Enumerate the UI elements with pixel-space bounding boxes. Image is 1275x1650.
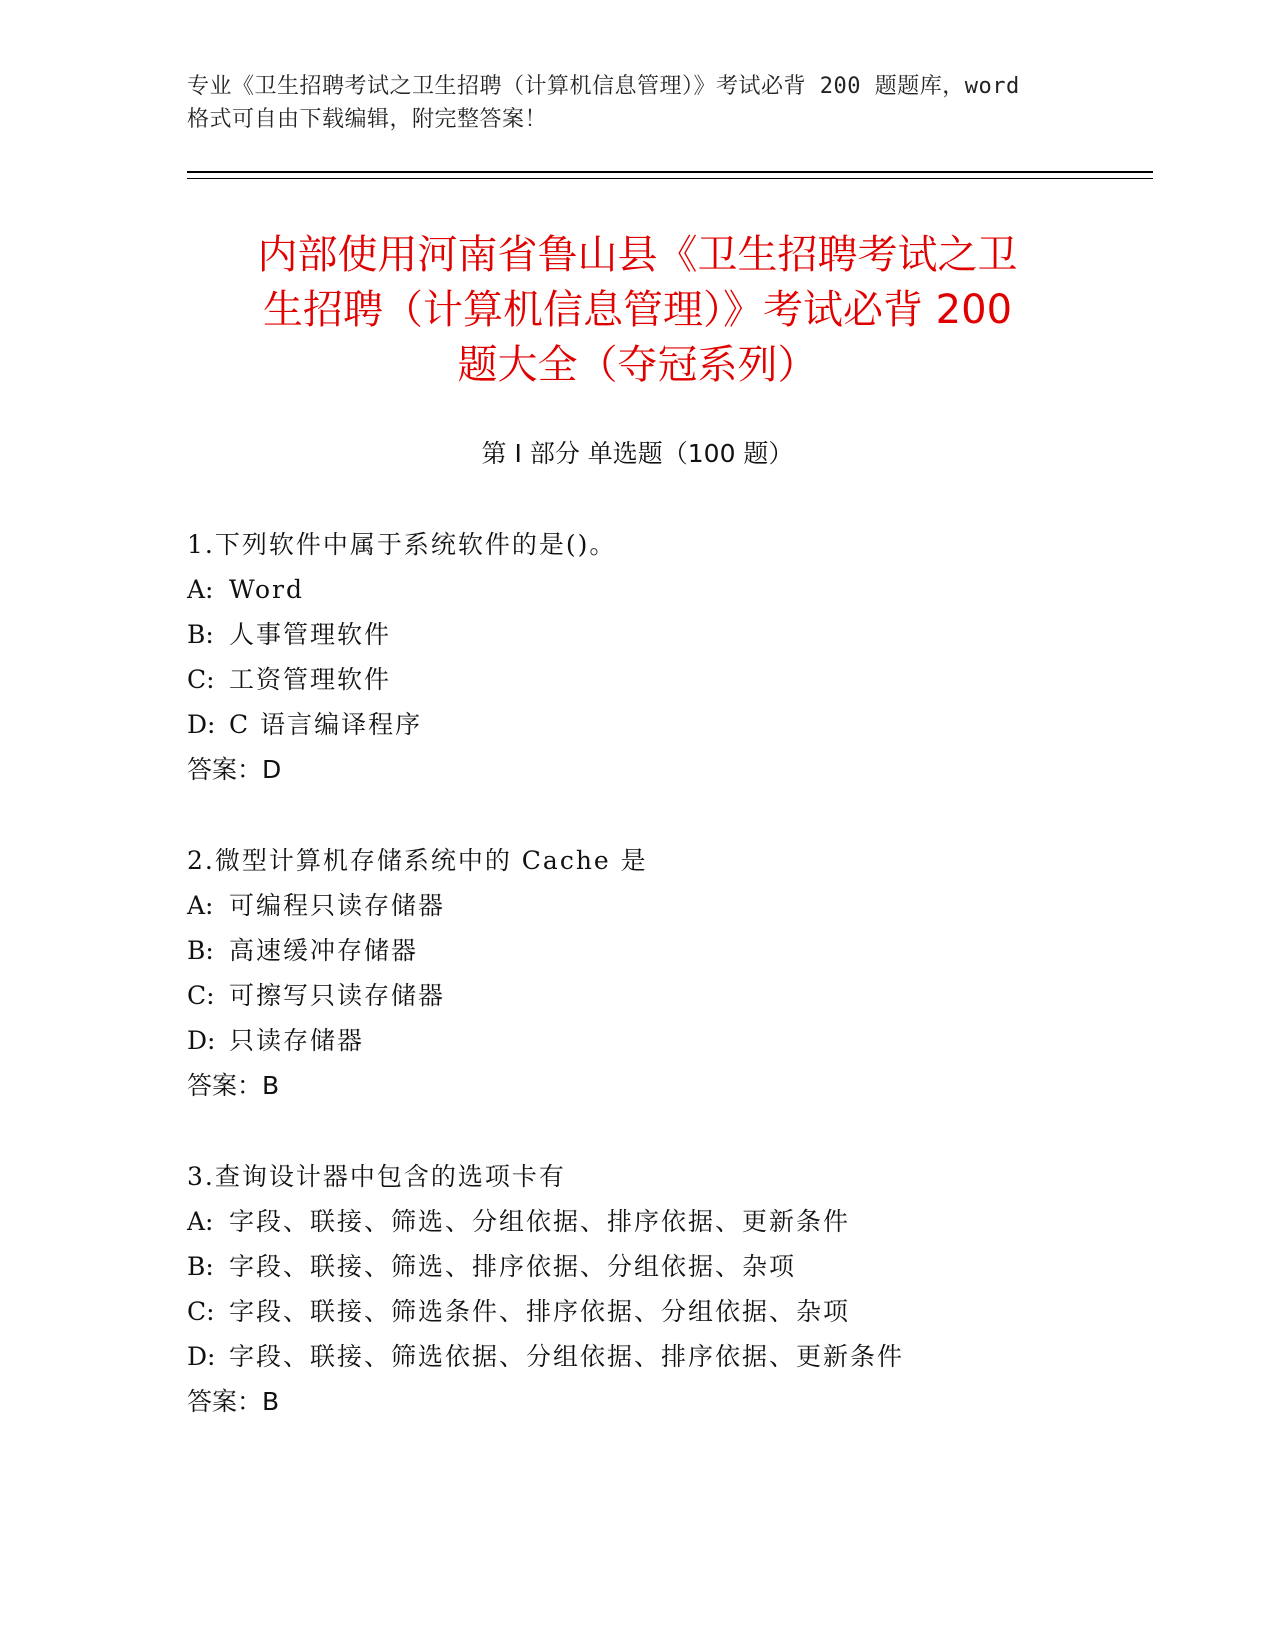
option-a	[187, 883, 1167, 928]
question-1	[187, 522, 1167, 792]
option-text: 工资管理软件	[229, 665, 392, 694]
option-text: Word	[229, 575, 305, 604]
question-list	[187, 522, 1167, 1470]
option-key: D:	[187, 710, 216, 739]
option-d	[187, 1018, 1167, 1063]
header-note	[187, 70, 1087, 136]
option-key: B:	[187, 936, 214, 965]
answer: 答案：B	[187, 1071, 280, 1100]
option-key: C:	[187, 1297, 215, 1326]
section-title: 第 I 部分 单选题（100 题）	[481, 439, 794, 468]
option-key: C:	[187, 665, 215, 694]
question-stem: 2.微型计算机存储系统中的 Cache 是	[187, 846, 648, 875]
option-d	[187, 1334, 1167, 1379]
option-b	[187, 612, 1167, 657]
question-stem: 3.查询设计器中包含的选项卡有	[187, 1162, 566, 1191]
option-key: D:	[187, 1342, 216, 1371]
option-key: A:	[187, 891, 214, 920]
option-a	[187, 567, 1167, 612]
option-c	[187, 1289, 1167, 1334]
option-text: 字段、联接、筛选条件、排序依据、分组依据、杂项	[229, 1297, 851, 1326]
option-c	[187, 657, 1167, 702]
option-b	[187, 1244, 1167, 1289]
option-key: A:	[187, 1207, 214, 1236]
option-text: 可擦写只读存储器	[229, 981, 446, 1010]
answer: 答案：D	[187, 755, 282, 784]
header-divider-thick	[187, 171, 1153, 173]
document-title	[150, 228, 1125, 393]
question-2	[187, 838, 1167, 1108]
option-text: 只读存储器	[229, 1026, 365, 1055]
option-text: 人事管理软件	[229, 620, 392, 649]
question-3	[187, 1154, 1167, 1424]
option-key: B:	[187, 620, 214, 649]
option-text: 字段、联接、筛选依据、分组依据、排序依据、更新条件	[229, 1342, 905, 1371]
option-text: 字段、联接、筛选、分组依据、排序依据、更新条件	[229, 1207, 851, 1236]
header-note-line-1: 专业《卫生招聘考试之卫生招聘（计算机信息管理）》考试必背 200 题题库，word	[187, 74, 1020, 99]
option-text: 字段、联接、筛选、排序依据、分组依据、杂项	[229, 1252, 797, 1281]
option-d	[187, 702, 1167, 747]
option-text: 可编程只读存储器	[229, 891, 446, 920]
option-key: A:	[187, 575, 214, 604]
document-title-line-2: 生招聘（计算机信息管理）》考试必背 200	[262, 287, 1013, 333]
option-key: B:	[187, 1252, 214, 1281]
option-a	[187, 1199, 1167, 1244]
option-b	[187, 928, 1167, 973]
answer: 答案：B	[187, 1387, 280, 1416]
document-title-line-3: 题大全（夺冠系列）	[457, 342, 818, 388]
option-text: 高速缓冲存储器	[229, 936, 419, 965]
option-key: C:	[187, 981, 215, 1010]
option-key: D:	[187, 1026, 216, 1055]
option-text: C 语言编译程序	[229, 710, 423, 739]
document-title-line-1: 内部使用河南省鲁山县《卫生招聘考试之卫	[257, 232, 1018, 278]
question-stem: 1.下列软件中属于系统软件的是()。	[187, 530, 617, 559]
option-c	[187, 973, 1167, 1018]
header-divider-thin	[187, 178, 1153, 179]
header-note-line-2: 格式可自由下载编辑，附完整答案！	[187, 107, 548, 132]
